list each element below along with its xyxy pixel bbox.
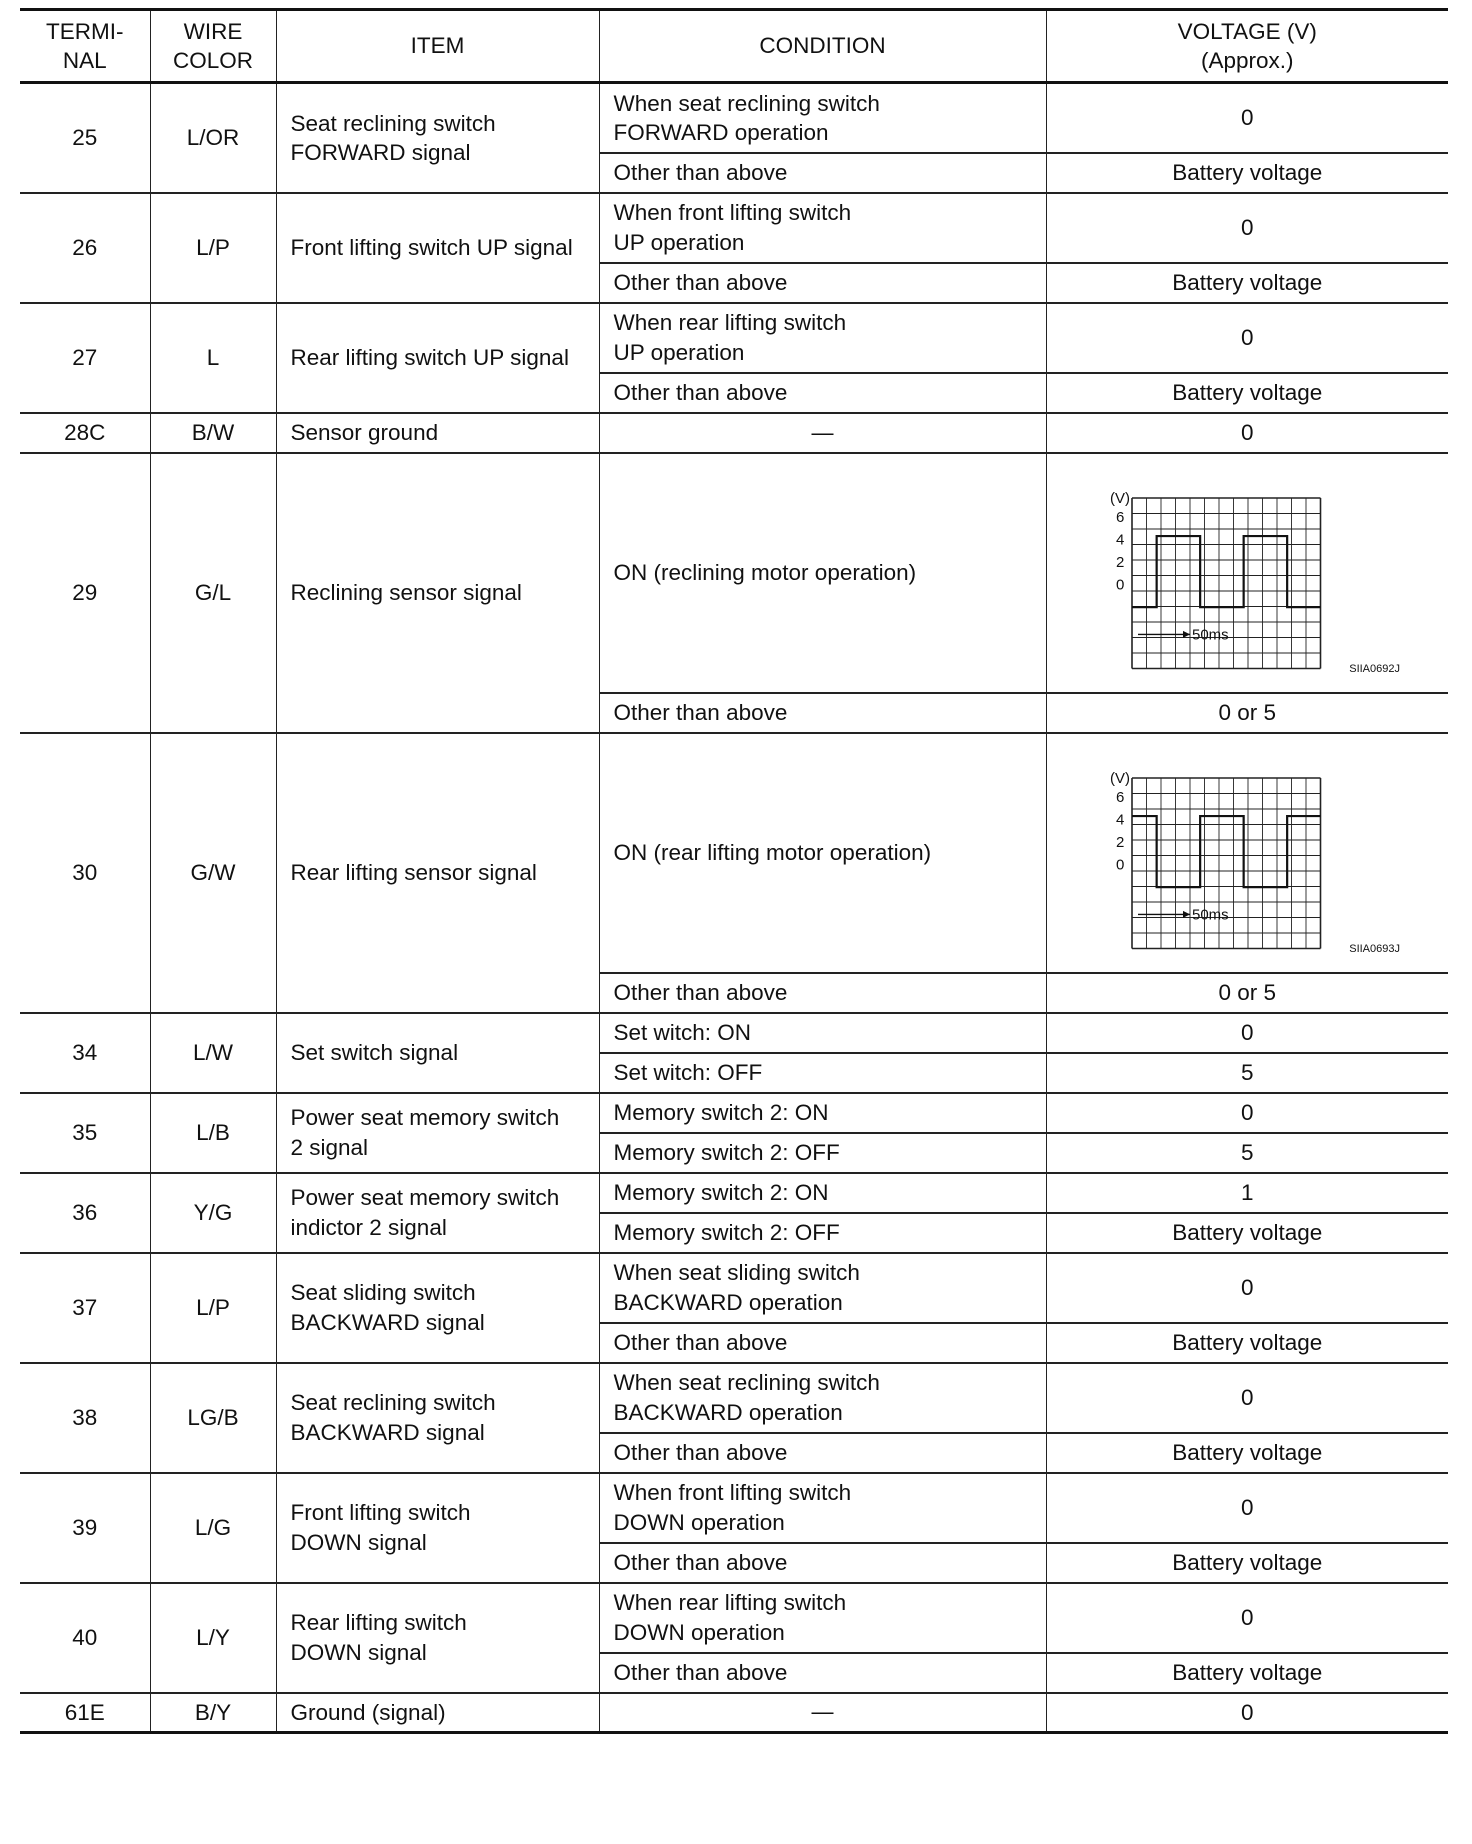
time-marker-arrow — [1183, 910, 1190, 917]
header-voltage: VOLTAGE (V) (Approx.) — [1046, 10, 1448, 83]
item-cell: Seat reclining switch BACKWARD signal — [276, 1363, 599, 1473]
voltage-cell: 0 — [1046, 1473, 1448, 1543]
table-row — [20, 1473, 1448, 1543]
item-cell: Front lifting switch DOWN signal — [276, 1473, 599, 1583]
wire-color-cell: G/L — [150, 453, 276, 733]
condition-cell: ON (reclining motor operation) — [599, 453, 1046, 693]
voltage-cell: 5 — [1046, 1133, 1448, 1173]
terminal-voltage-table — [20, 8, 1448, 1734]
table-row — [20, 733, 1448, 973]
condition-cell: Memory switch 2: OFF — [599, 1213, 1046, 1253]
signal-trace — [1132, 816, 1321, 887]
item-cell: Rear lifting switch DOWN signal — [276, 1583, 599, 1693]
header-condition: CONDITION — [599, 10, 1046, 83]
item-cell: Power seat memory switch indictor 2 signal — [276, 1173, 599, 1253]
voltage-cell: Battery voltage — [1046, 373, 1448, 413]
voltage-cell: Battery voltage — [1046, 1433, 1448, 1473]
y-tick-label: 4 — [1116, 530, 1125, 548]
condition-cell: When front lifting switch UP operation — [599, 193, 1046, 263]
wire-color-cell: LG/B — [150, 1363, 276, 1473]
item-cell: Seat reclining switch FORWARD signal — [276, 83, 599, 193]
wire-color-cell: L/OR — [150, 83, 276, 193]
voltage-cell: 1 — [1046, 1173, 1448, 1213]
voltage-cell: Battery voltage — [1046, 1653, 1448, 1693]
terminal-cell: 39 — [20, 1473, 150, 1583]
condition-cell — [599, 413, 1046, 453]
wire-color-cell: G/W — [150, 733, 276, 1013]
unit-label: (V) — [1110, 769, 1131, 787]
y-tick-label: 6 — [1116, 508, 1125, 526]
table-row — [20, 1013, 1448, 1053]
item-cell: Power seat memory switch 2 signal — [276, 1093, 599, 1173]
item-cell: Sensor ground — [276, 413, 599, 453]
condition-cell: Other than above — [599, 153, 1046, 193]
condition-cell: Other than above — [599, 263, 1046, 303]
terminal-cell: 28C — [20, 413, 150, 453]
item-cell: Rear lifting switch UP signal — [276, 303, 599, 413]
header-item: ITEM — [276, 10, 599, 83]
terminal-cell: 27 — [20, 303, 150, 413]
table-row — [20, 1253, 1448, 1323]
terminal-cell: 34 — [20, 1013, 150, 1093]
condition-cell: Other than above — [599, 373, 1046, 413]
terminal-cell: 35 — [20, 1093, 150, 1173]
condition-cell: Memory switch 2: OFF — [599, 1133, 1046, 1173]
waveform-cell — [1046, 453, 1448, 693]
voltage-cell: Battery voltage — [1046, 1323, 1448, 1363]
figure-code: SIIA0693J — [1349, 942, 1401, 955]
voltage-cell: 5 — [1046, 1053, 1448, 1093]
table-row — [20, 1173, 1448, 1213]
table-body — [20, 83, 1448, 1733]
condition-cell — [599, 1693, 1046, 1733]
wire-color-cell: L/G — [150, 1473, 276, 1583]
figure-code: SIIA0692J — [1349, 662, 1401, 675]
terminal-cell: 37 — [20, 1253, 150, 1363]
terminal-cell: 25 — [20, 83, 150, 193]
y-tick-label: 0 — [1116, 575, 1125, 593]
time-label: 50ms — [1192, 625, 1229, 643]
table-row — [20, 1363, 1448, 1433]
wire-color-cell: B/Y — [150, 1693, 276, 1733]
item-cell: Ground (signal) — [276, 1693, 599, 1733]
unit-label: (V) — [1110, 489, 1131, 507]
voltage-cell: Battery voltage — [1046, 1543, 1448, 1583]
y-tick-label: 0 — [1116, 855, 1125, 873]
condition-cell: Other than above — [599, 693, 1046, 733]
wire-color-cell: Y/G — [150, 1173, 276, 1253]
time-marker-arrow — [1183, 630, 1190, 637]
waveform-cell — [1046, 733, 1448, 973]
item-cell: Seat sliding switch BACKWARD signal — [276, 1253, 599, 1363]
condition-cell: Memory switch 2: ON — [599, 1093, 1046, 1133]
table-row — [20, 1093, 1448, 1133]
dash-mark: — — [811, 419, 834, 445]
condition-cell: When rear lifting switch UP operation — [599, 303, 1046, 373]
table-header-row — [20, 10, 1448, 83]
waveform-graph — [1082, 468, 1412, 678]
item-cell: Reclining sensor signal — [276, 453, 599, 733]
condition-cell: When front lifting switch DOWN operation — [599, 1473, 1046, 1543]
condition-cell: Other than above — [599, 1323, 1046, 1363]
voltage-cell: Battery voltage — [1046, 153, 1448, 193]
y-tick-label: 6 — [1116, 788, 1125, 806]
item-cell: Rear lifting sensor signal — [276, 733, 599, 1013]
terminal-cell: 26 — [20, 193, 150, 303]
voltage-cell: 0 — [1046, 83, 1448, 153]
condition-cell: ON (rear lifting motor operation) — [599, 733, 1046, 973]
header-terminal: TERMI- NAL — [20, 10, 150, 83]
waveform-graph — [1082, 748, 1412, 958]
y-tick-label: 4 — [1116, 810, 1125, 828]
y-tick-label: 2 — [1116, 833, 1125, 851]
terminal-cell: 61E — [20, 1693, 150, 1733]
voltage-cell: 0 — [1046, 1013, 1448, 1053]
terminal-cell: 30 — [20, 733, 150, 1013]
terminal-cell: 29 — [20, 453, 150, 733]
wire-color-cell: L/P — [150, 193, 276, 303]
condition-cell: Other than above — [599, 1433, 1046, 1473]
voltage-cell: 0 — [1046, 1363, 1448, 1433]
voltage-cell: 0 — [1046, 1693, 1448, 1733]
voltage-cell: 0 — [1046, 1253, 1448, 1323]
table-row — [20, 83, 1448, 153]
item-cell: Set switch signal — [276, 1013, 599, 1093]
wire-color-cell: L — [150, 303, 276, 413]
voltage-cell: 0 — [1046, 303, 1448, 373]
condition-cell: Other than above — [599, 973, 1046, 1013]
terminal-cell: 40 — [20, 1583, 150, 1693]
wire-color-cell: L/P — [150, 1253, 276, 1363]
voltage-cell: 0 or 5 — [1046, 693, 1448, 733]
wire-color-cell: L/B — [150, 1093, 276, 1173]
condition-cell: Other than above — [599, 1543, 1046, 1583]
voltage-cell: Battery voltage — [1046, 263, 1448, 303]
dash-mark: — — [811, 1699, 834, 1725]
voltage-cell: Battery voltage — [1046, 1213, 1448, 1253]
voltage-cell: 0 or 5 — [1046, 973, 1448, 1013]
condition-cell: Set witch: ON — [599, 1013, 1046, 1053]
table-row — [20, 303, 1448, 373]
item-cell: Front lifting switch UP signal — [276, 193, 599, 303]
terminal-cell: 36 — [20, 1173, 150, 1253]
condition-cell: When rear lifting switch DOWN operation — [599, 1583, 1046, 1653]
y-tick-label: 2 — [1116, 553, 1125, 571]
wire-color-cell: L/Y — [150, 1583, 276, 1693]
condition-cell: When seat sliding switch BACKWARD operation — [599, 1253, 1046, 1323]
table-row — [20, 1583, 1448, 1653]
voltage-cell: 0 — [1046, 1583, 1448, 1653]
table-row — [20, 413, 1448, 453]
table-row — [20, 1693, 1448, 1733]
condition-cell: Set witch: OFF — [599, 1053, 1046, 1093]
signal-trace — [1132, 536, 1321, 607]
condition-cell: Memory switch 2: ON — [599, 1173, 1046, 1213]
voltage-cell: 0 — [1046, 193, 1448, 263]
table-row — [20, 453, 1448, 693]
time-label: 50ms — [1192, 905, 1229, 923]
wire-color-cell: B/W — [150, 413, 276, 453]
header-wire-color: WIRE COLOR — [150, 10, 276, 83]
table-row — [20, 193, 1448, 263]
condition-cell: When seat reclining switch BACKWARD operation — [599, 1363, 1046, 1433]
voltage-cell: 0 — [1046, 413, 1448, 453]
condition-cell: Other than above — [599, 1653, 1046, 1693]
terminal-cell: 38 — [20, 1363, 150, 1473]
wire-color-cell: L/W — [150, 1013, 276, 1093]
voltage-cell: 0 — [1046, 1093, 1448, 1133]
condition-cell: When seat reclining switch FORWARD operation — [599, 83, 1046, 153]
